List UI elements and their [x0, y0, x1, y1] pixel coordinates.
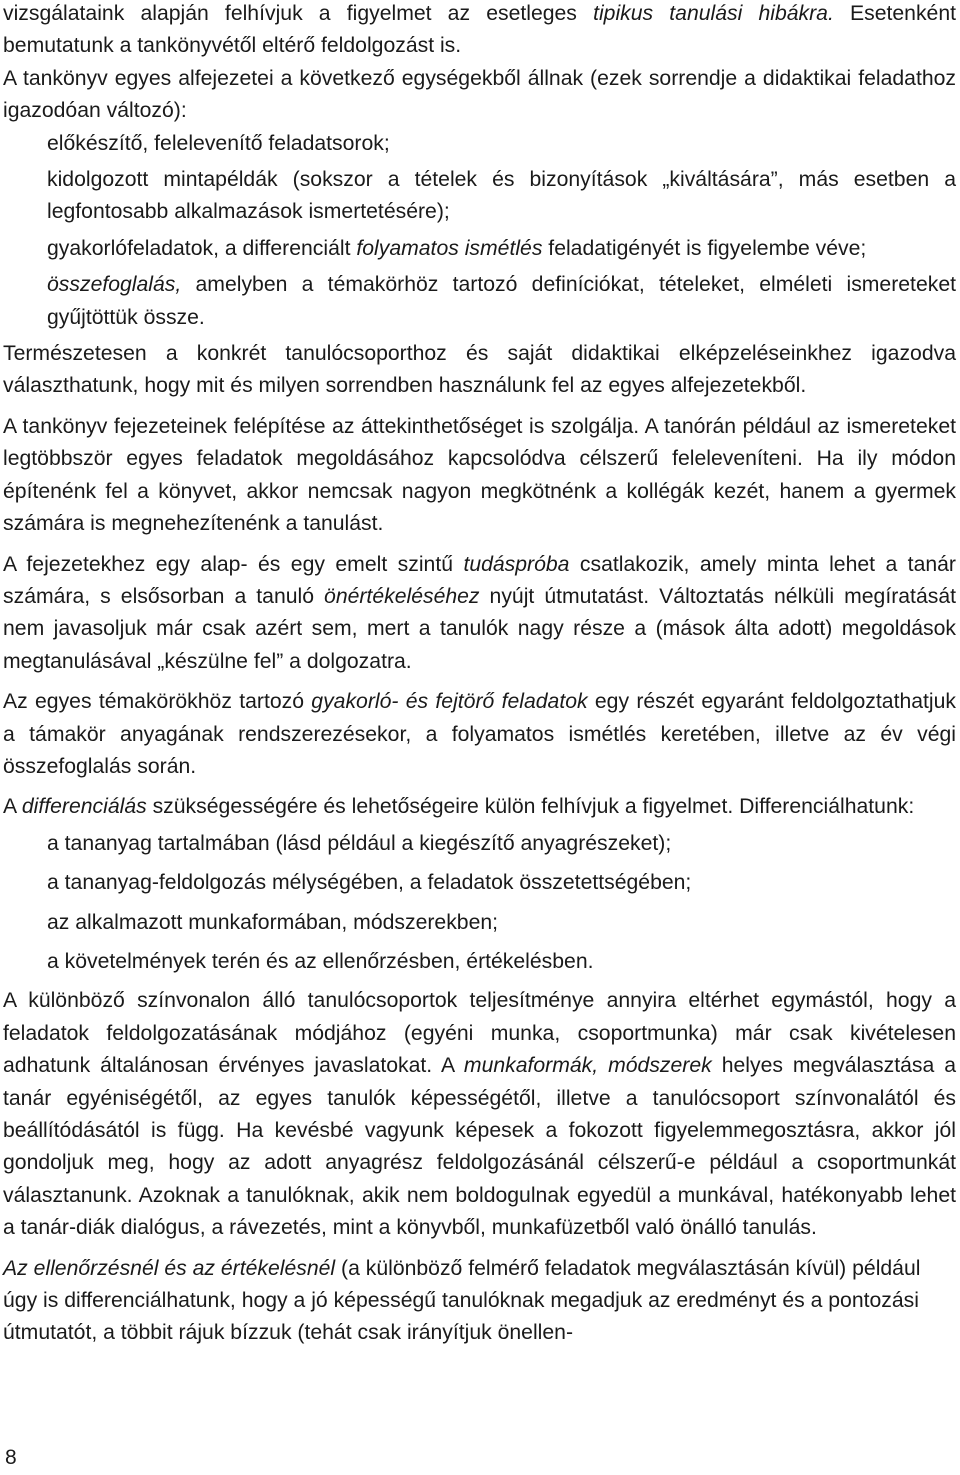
list-item: a követelmények terén és az ellenőrzésben, értékelésben. — [47, 949, 594, 973]
paragraph-order: Természetesen a konkrét tanulócsoporthoz és saját didaktikai elképzeléseinkhez igazodva választhatunk, hogy mit és milyen sorrendben használunk fel az egyes alfejezetekből. — [3, 342, 956, 398]
emphasis-text: tipikus tanulási hibákra. — [593, 2, 834, 25]
paragraph-differentiation: A differenciálás szükségességére és lehetőségeire külön felhívjuk a figyelmet. Differenciálhatunk: — [3, 795, 915, 819]
list-item: a tananyag-feldolgozás mélységében, a feladatok összetettségében; — [47, 871, 692, 895]
emphasis-text: munkaformák, módszerek — [463, 1054, 712, 1078]
paragraph-structure: A tankönyv egyes alfejezetei a következő egységekből állnak (ezek sorrendje a didaktikai feladathoz igazodóan változó): — [3, 66, 956, 123]
paragraph-chapters: A tankönyv fejezeteinek felépítése az áttekinthetőséget is szolgálja. A tanórán például az ismereteket legtöbbször egyes feladatok megoldásához kapcsolódva célszerű feleleveníteni. Ha ily módon építenénk fel a könyvet, akkor nemcsak nagyon megkötnénk a kollégák kezét, hanem a gyermek számára is megnehezítenénk a tanulást. — [3, 414, 956, 536]
emphasis-text: önértékeléséhez — [324, 584, 480, 608]
list-item: előkészítő, felelevenítő feladatsorok; — [47, 131, 390, 155]
paragraph-exercises: Az egyes témakörökhöz tartozó gyakorló- és fejtörő feladatok egy részét egyaránt feldolgoztathatjuk a támakör anyagának rendszerezésekor, a folyamatos ismétlés keretében, illetve az év végi összefoglalás során. — [3, 690, 956, 778]
emphasis-text: differenciálás — [21, 795, 147, 819]
list-item: összefoglalás, amelyben a témakörhöz tartozó definíciókat, tételeket, elméleti ismereteket gyűjtöttük össze. — [47, 273, 956, 329]
paragraph-assessment: Az ellenőrzésnél és az értékelésnél (a különböző felmérő feladatok megválasztásán kívül) például úgy is differenciálhatunk, hogy a jó képességű tanulóknak megadjuk az eredményt és a pontozási útmutatót, a többit rájuk bízzuk (tehát csak irányítjuk önellen- — [3, 1256, 921, 1345]
list-item: kidolgozott mintapéldák (sokszor a tételek és bizonyítások „kiváltására”, más esetben a legfontosabb alkalmazások ismertetésére); — [47, 168, 956, 224]
emphasis-text: összefoglalás, — [47, 273, 182, 297]
paragraph-test: A fejezetekhez egy alap- és egy emelt szintű tudáspróba csatlakozik, amely minta lehet a tanár számára, s elsősorban a tanuló önértékeléséhez nyújt útmutatást. Változtatás nélküli megíratását nem javasoljuk már csak azért sem, mert a tanulók nagy része a (mások álta adott) megoldások megtanulásával „készülne fel” a dolgozatra. — [3, 552, 956, 673]
paragraph-groups: A különböző színvonalon álló tanulócsoportok teljesítménye annyira eltérhet egymástól, hogy a feladatok feldolgozatásának módjához (egyéni munka, csoportmunka) már csak kivételesen adhatunk általánosan érvényes javaslatokat. A munkaformák, módszerek helyes megválasztása a tanár egyéniségétől, az egyes tanulók képességétől, illetve a tanulócsoport színvonalától és beállítódásától is függ. Ha kevésbé vagyunk képesek a fokozott figyelemmegosztásra, akkor jól gondoljuk meg, hogy az adott anyagrész feldolgozásánál célszerű-e például a csoportmunkát választanunk. Azoknak a tanulóknak, akik nem boldogulnak egyedül a munkával, hatékonyabb lehet a tanár-diák dialógus, a rávezetés, mint a könyvből, munkafüzetből való önálló tanulás. — [3, 989, 956, 1240]
list-item: gyakorlófeladatok, a differenciált folyamatos ismétlés feladatigényét is figyelembe véve; — [47, 236, 867, 260]
page-number: 8 — [5, 1446, 17, 1469]
document-page — [3, 0, 956, 1350]
emphasis-text: gyakorló- és fejtörő feladatok — [311, 690, 588, 714]
emphasis-text: folyamatos ismétlés — [356, 236, 543, 260]
emphasis-text: Az ellenőrzésnél és az értékelésnél — [3, 1256, 336, 1280]
list-item: a tananyag tartalmában (lásd például a kiegészítő anyagrészeket); — [47, 831, 672, 855]
emphasis-text: tudáspróba — [463, 552, 570, 576]
unit-list — [3, 128, 956, 334]
list-item: az alkalmazott munkaformában, módszerekben; — [47, 910, 499, 934]
paragraph-intro: vizsgálataink alapján felhívjuk a figyelmet az esetleges tipikus tanulási hibákra. Esetenként bemutatunk a tankönyvétől eltérő feldolgozást is. — [3, 2, 956, 58]
differentiation-list — [3, 828, 956, 979]
